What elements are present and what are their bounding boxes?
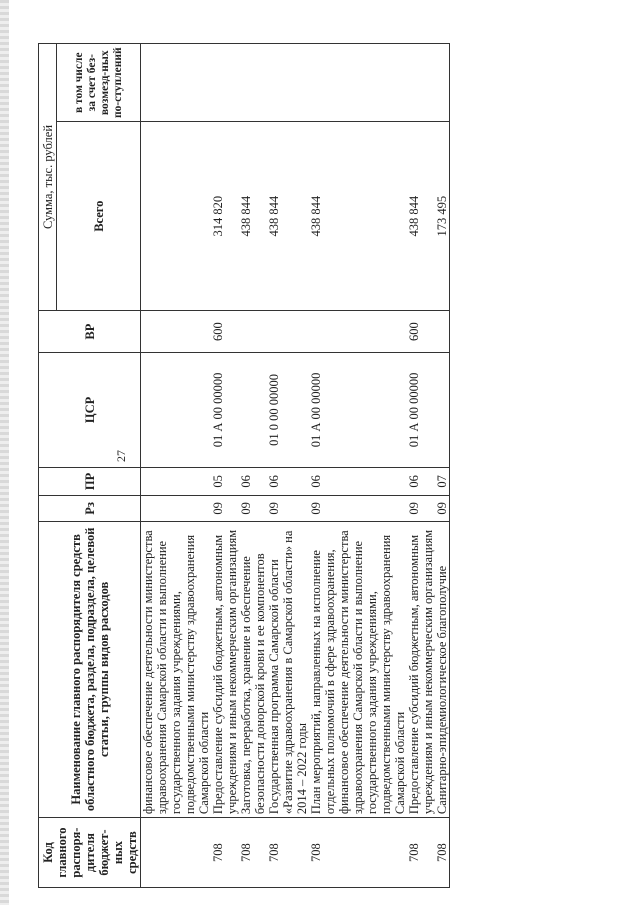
cell-incl	[435, 44, 450, 122]
cell-code: 708	[211, 818, 239, 888]
scan-edge	[0, 0, 9, 905]
cell-pr: 07	[435, 467, 450, 496]
cell-vr	[309, 310, 407, 352]
cell-rz: 09	[239, 496, 267, 521]
cell-incl	[267, 44, 309, 122]
cell-csr: 01 А 00 00000	[309, 353, 407, 467]
cell-vr: 600	[211, 310, 239, 352]
cell-pr: 06	[267, 467, 309, 496]
table-row	[435, 44, 450, 888]
cell-rz	[141, 496, 212, 521]
table-row	[407, 44, 435, 888]
cell-vr	[267, 310, 309, 352]
cell-vr	[141, 310, 212, 352]
cell-name: Предоставление субсидий бюджетным, автономным учреждениям и иным некоммерческим организациям	[407, 521, 435, 818]
cell-incl	[407, 44, 435, 122]
header-csr: ЦСР	[39, 353, 141, 467]
cell-pr: 06	[407, 467, 435, 496]
cell-vr	[435, 310, 450, 352]
table-row	[211, 44, 239, 888]
cell-code: 708	[435, 818, 450, 888]
cell-incl	[211, 44, 239, 122]
cell-total: 314 820	[211, 122, 239, 310]
cell-total: 173 495	[435, 122, 450, 310]
table-header	[39, 44, 141, 888]
cell-pr	[141, 467, 212, 496]
cell-name: Санитарно-эпидемиологическое благополучие	[435, 521, 450, 818]
table-row	[239, 44, 267, 888]
header-code: Код главного распоря-дителя бюджет-ных средств	[39, 818, 141, 888]
cell-name: Предоставление субсидий бюджетным, автономным учреждениям и иным некоммерческим организациям	[211, 521, 239, 818]
cell-code	[141, 818, 212, 888]
cell-csr: 01 А 00 00000	[211, 353, 239, 467]
rotated-page-content	[38, 43, 586, 888]
cell-incl	[141, 44, 212, 122]
cell-vr: 600	[407, 310, 435, 352]
cell-csr	[435, 353, 450, 467]
header-incl: в том числе за счет без-возмезд-ных по-ступлений	[57, 44, 141, 122]
cell-total: 438 844	[267, 122, 309, 310]
cell-pr: 06	[239, 467, 267, 496]
cell-code: 708	[407, 818, 435, 888]
cell-name: Государственная программа Самарской области «Развитие здравоохранения в Самарской области» на 2014 – 2022 годы	[267, 521, 309, 818]
cell-code: 708	[309, 818, 407, 888]
cell-rz: 09	[407, 496, 435, 521]
cell-csr	[239, 353, 267, 467]
cell-csr: 01 0 00 00000	[267, 353, 309, 467]
cell-code: 708	[267, 818, 309, 888]
budget-table	[38, 43, 450, 888]
cell-rz: 09	[211, 496, 239, 521]
cell-rz: 09	[309, 496, 407, 521]
cell-rz: 09	[267, 496, 309, 521]
cell-pr: 05	[211, 467, 239, 496]
cell-rz: 09	[435, 496, 450, 521]
cell-total: 438 844	[239, 122, 267, 310]
cell-total: 438 844	[309, 122, 407, 310]
cell-name: финансовое обеспечение деятельности министерства здравоохранения Самарской области и выполнение государственного задания учреждениями, подведомственными министерству здравоохранения Самарской области	[141, 521, 212, 818]
cell-name: Заготовка, переработка, хранение и обеспечение безопасности донорской крови и ее компонентов	[239, 521, 267, 818]
cell-incl	[239, 44, 267, 122]
cell-total: 438 844	[407, 122, 435, 310]
table-row	[267, 44, 309, 888]
header-total: Всего	[57, 122, 141, 310]
header-name: Наименование главного распорядителя средств областного бюджета, раздела, подраздела, целевой статьи, группы видов расходов	[39, 521, 141, 818]
cell-total	[141, 122, 212, 310]
cell-code: 708	[239, 818, 267, 888]
cell-vr	[239, 310, 267, 352]
header-rz: Рз	[39, 496, 141, 521]
cell-pr: 06	[309, 467, 407, 496]
cell-csr: 01 А 00 00000	[407, 353, 435, 467]
cell-name: План мероприятий, направленных на исполнение отдельных полномочий в сфере здравоохранения, финансовое обеспечение деятельности министерства здравоохранения Самарской области и выполнение государственного задания учреждениями, подведомственными министерству здравоохранения Самарской области	[309, 521, 407, 818]
page-number: 27	[114, 450, 128, 462]
table-row	[141, 44, 212, 888]
table-row	[309, 44, 407, 888]
header-vr: ВР	[39, 310, 141, 352]
cell-csr	[141, 353, 212, 467]
header-sum-group: Сумма, тыс. рублей	[39, 44, 57, 311]
header-pr: ПР	[39, 467, 141, 496]
cell-incl	[309, 44, 407, 122]
table-body	[141, 44, 450, 888]
